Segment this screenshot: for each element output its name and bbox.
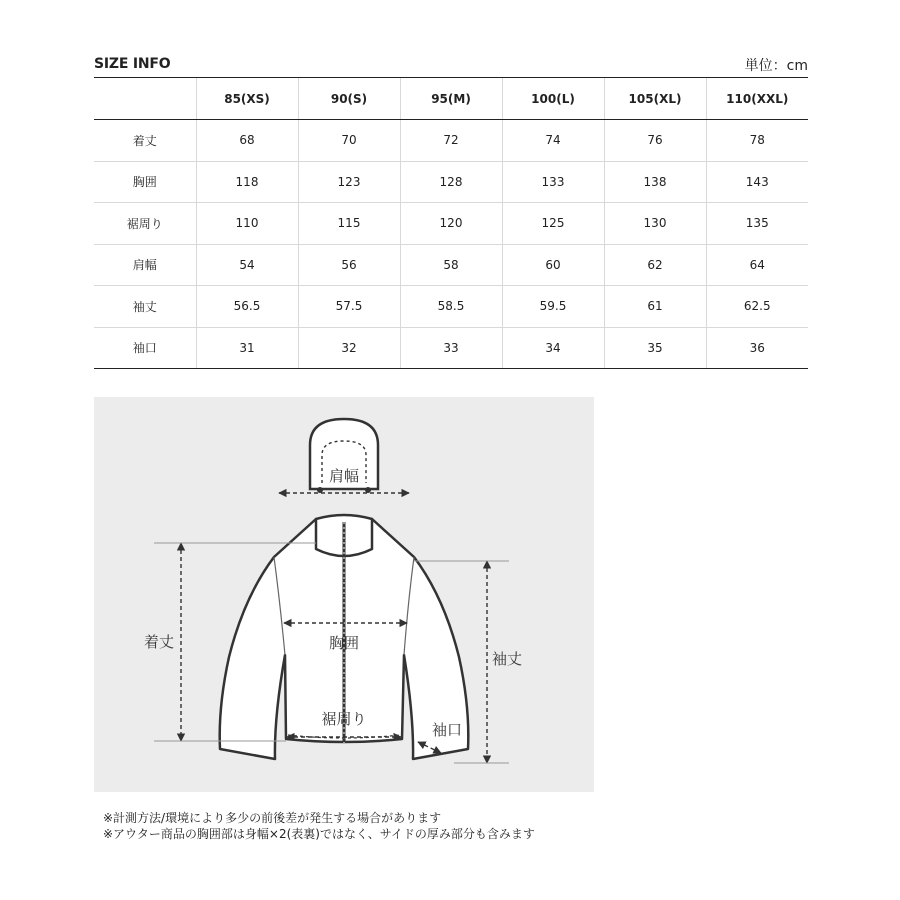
table-cell: 60 (502, 244, 604, 286)
table-cell: 56 (298, 244, 400, 286)
table-cell: 59.5 (502, 286, 604, 328)
table-row (94, 203, 808, 245)
row-label: 肩幅 (94, 244, 196, 286)
table-row (94, 327, 808, 369)
size-info-title: SIZE INFO (94, 56, 171, 72)
row-label: 袖丈 (94, 286, 196, 328)
column-header-size: 95(M) (400, 78, 502, 120)
unit-label: 単位：cm (744, 58, 808, 74)
note-line: ※計測方法/環境により多少の前後差が発生する場合があります (103, 811, 442, 825)
table-cell: 33 (400, 327, 502, 369)
table-cell: 57.5 (298, 286, 400, 328)
table-cell: 58 (400, 244, 502, 286)
column-header-size: 90(S) (298, 78, 400, 120)
table-cell: 36 (706, 327, 808, 369)
measurement-diagram (94, 397, 594, 792)
table-cell: 62 (604, 244, 706, 286)
table-row (94, 244, 808, 286)
column-header-blank (94, 78, 196, 120)
length-label: 着丈 (143, 633, 175, 651)
column-header-size: 85(XS) (196, 78, 298, 120)
table-cell: 54 (196, 244, 298, 286)
table-cell: 64 (706, 244, 808, 286)
table-cell: 72 (400, 120, 502, 162)
table-row (94, 286, 808, 328)
table-cell: 31 (196, 327, 298, 369)
note-line: ※アウター商品の胸囲部は身幅×2(表裏)ではなく、サイドの厚み部分も含みます (103, 827, 535, 841)
table-cell: 58.5 (400, 286, 502, 328)
hem-label: 裾周り (321, 710, 367, 728)
table-cell: 68 (196, 120, 298, 162)
chest-label: 胸囲 (328, 634, 360, 652)
table-row (94, 161, 808, 203)
row-label: 着丈 (94, 120, 196, 162)
table-cell: 135 (706, 203, 808, 245)
table-cell: 118 (196, 161, 298, 203)
table-cell: 130 (604, 203, 706, 245)
jacket-diagram-svg (94, 397, 594, 792)
table-cell: 35 (604, 327, 706, 369)
hood-toggle-right (365, 487, 371, 493)
table-cell: 128 (400, 161, 502, 203)
column-header-size: 100(L) (502, 78, 604, 120)
table-cell: 32 (298, 327, 400, 369)
row-label: 胸囲 (94, 161, 196, 203)
shoulder-label: 肩幅 (328, 467, 360, 485)
hood-toggle-left (317, 487, 323, 493)
table-cell: 70 (298, 120, 400, 162)
table-cell: 110 (196, 203, 298, 245)
table-cell: 62.5 (706, 286, 808, 328)
table-cell: 61 (604, 286, 706, 328)
table-cell: 123 (298, 161, 400, 203)
table-cell: 120 (400, 203, 502, 245)
table-cell: 143 (706, 161, 808, 203)
row-label: 袖口 (94, 327, 196, 369)
size-table (94, 77, 808, 369)
column-header-size: 110(XXL) (706, 78, 808, 120)
table-cell: 125 (502, 203, 604, 245)
table-cell: 115 (298, 203, 400, 245)
table-cell: 74 (502, 120, 604, 162)
table-cell: 56.5 (196, 286, 298, 328)
table-cell: 138 (604, 161, 706, 203)
table-cell: 34 (502, 327, 604, 369)
table-header-row (94, 78, 808, 120)
table-row (94, 120, 808, 162)
table-cell: 76 (604, 120, 706, 162)
size-notes (103, 810, 535, 842)
sleeve-label: 袖丈 (491, 650, 523, 668)
size-info-header (94, 55, 808, 75)
column-header-size: 105(XL) (604, 78, 706, 120)
table-cell: 78 (706, 120, 808, 162)
row-label: 裾周り (94, 203, 196, 245)
cuff-label: 袖口 (431, 721, 463, 739)
table-cell: 133 (502, 161, 604, 203)
